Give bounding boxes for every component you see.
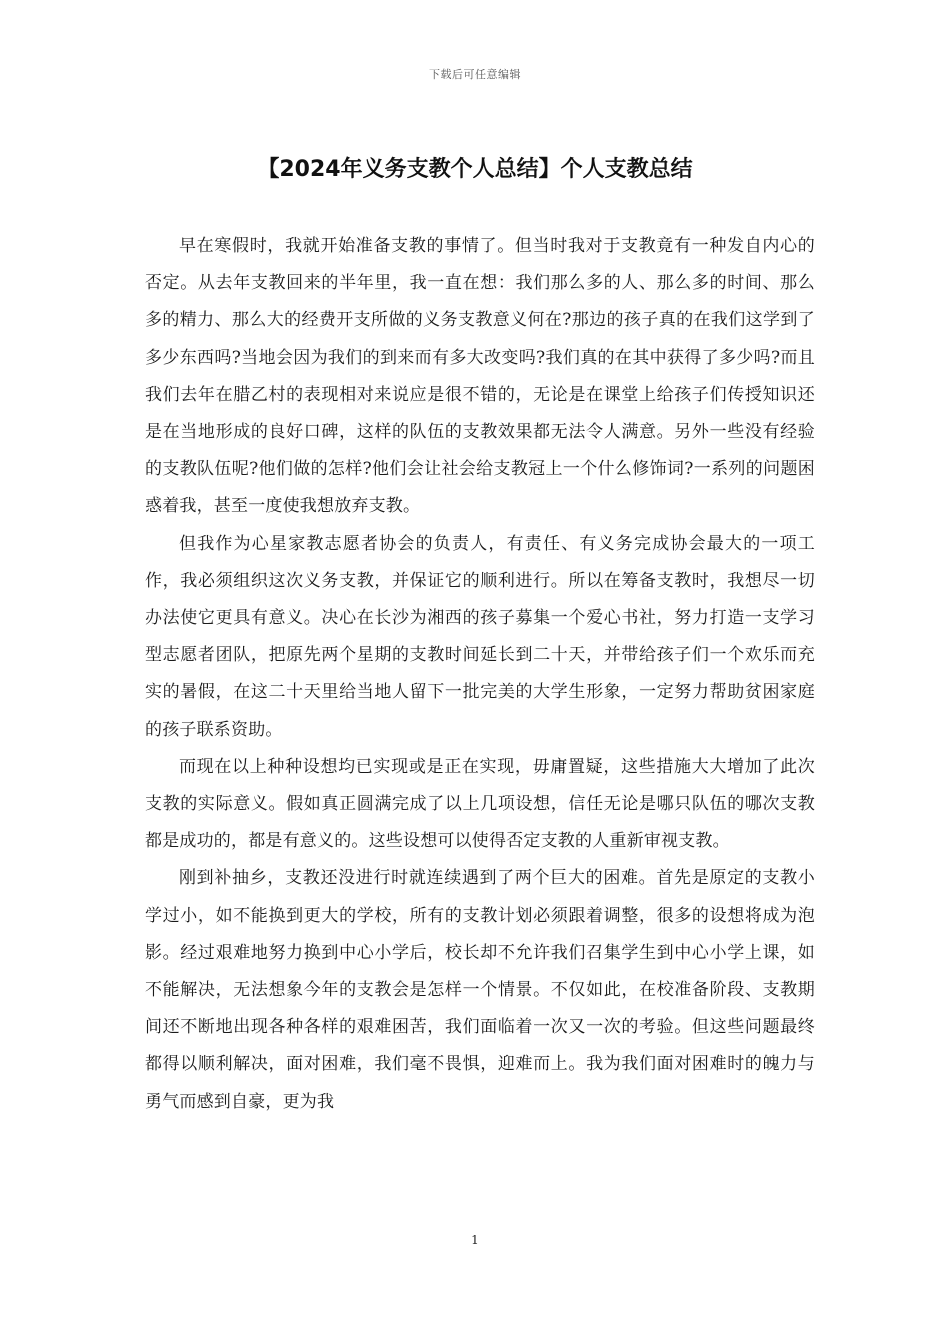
paragraph-4: 刚到补抽乡，支教还没进行时就连续遇到了两个巨大的困难。首先是原定的支教小学过小，如不能换到更大的学校，所有的支教计划必须跟着调整，很多的设想将成为泡影。经过艰难地努力换到中心小学后，校长却不允许我们召集学生到中心小学上课，如不能解决，无法想象今年的支教会是怎样一个情景。不仅如此，在校准备阶段、支教期间还不断地出现各种各样的艰难困苦，我们面临着一次又一次的考验。但这些问题最终都得以顺利解决，面对困难，我们毫不畏惧，迎难而上。我为我们面对困难时的魄力与勇气而感到自豪，更为我 (145, 868, 815, 1112)
document-body (145, 228, 815, 1121)
paragraph-1: 早在寒假时，我就开始准备支教的事情了。但当时我对于支教竟有一种发自内心的否定。从去年支教回来的半年里，我一直在想：我们那么多的人、那么多的时间、那么多的精力、那么大的经费开支所做的义务支教意义何在?那边的孩子真的在我们这学到了多少东西吗?当地会因为我们的到来而有多大改变吗?我们真的在其中获得了多少吗?而且我们去年在腊乙村的表现相对来说应是很不错的，无论是在课堂上给孩子们传授知识还是在当地形成的良好口碑，这样的队伍的支教效果都无法令人满意。另外一些没有经验的支教队伍呢?他们做的怎样?他们会让社会给支教冠上一个什么修饰词?一系列的问题困惑着我，甚至一度使我想放弃支教。 (145, 236, 815, 517)
document-title: 【2024年义务支教个人总结】个人支教总结 (257, 157, 693, 182)
page-number: 1 (471, 1233, 479, 1247)
paragraph-2: 但我作为心星家教志愿者协会的负责人，有责任、有义务完成协会最大的一项工作，我必须组织这次义务支教，并保证它的顺利进行。所以在筹备支教时，我想尽一切办法使它更具有意义。决心在长沙为湘西的孩子募集一个爱心书社，努力打造一支学习型志愿者团队，把原先两个星期的支教时间延长到二十天，并带给孩子们一个欢乐而充实的暑假，在这二十天里给当地人留下一批完美的大学生形象，一定努力帮助贫困家庭的孩子联系资助。 (145, 533, 815, 740)
paragraph-3: 而现在以上种种设想均已实现或是正在实现，毋庸置疑，这些措施大大增加了此次支教的实际意义。假如真正圆满完成了以上几项设想，信任无论是哪只队伍的哪次支教都是成功的，都是有意义的。这些设想可以使得否定支教的人重新审视支教。 (145, 756, 815, 852)
header-note: 下载后可任意编辑 (429, 68, 521, 81)
